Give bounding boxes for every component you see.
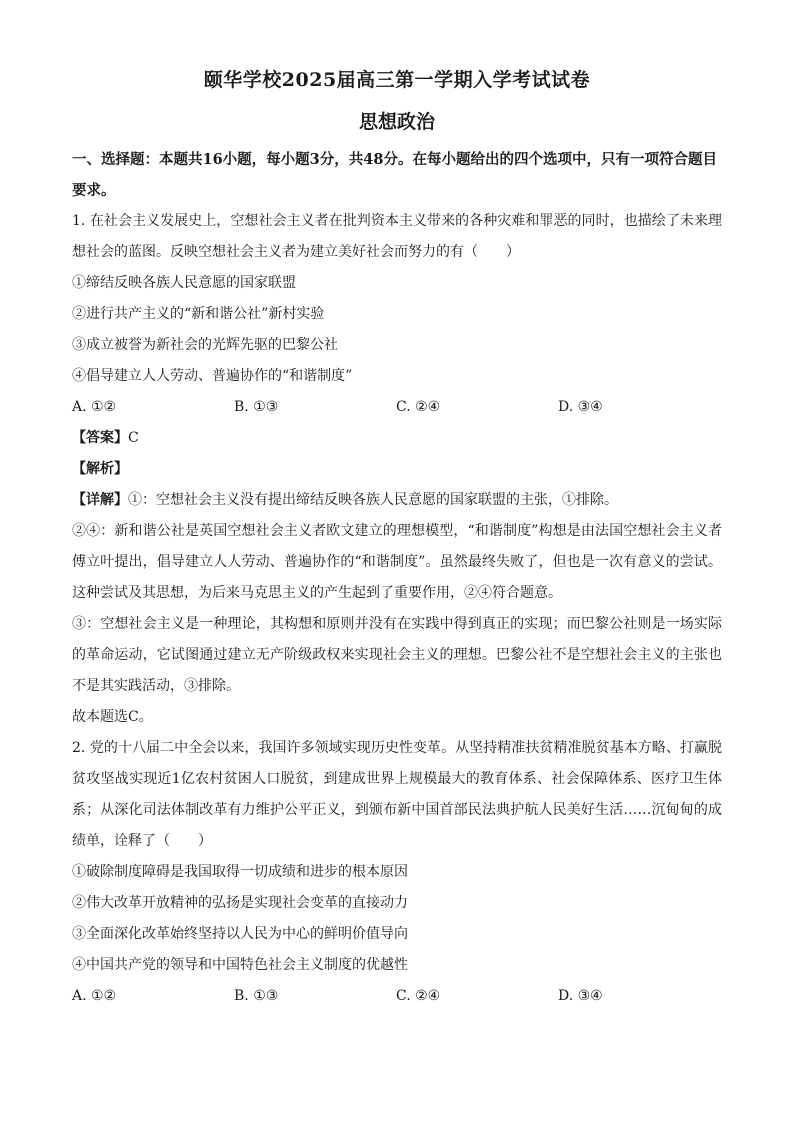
answer-value: C (128, 430, 139, 446)
q1-options (72, 392, 722, 423)
q1-stem: 1. 在社会主义发展史上，空想社会主义者在批判资本主义带来的各种灾难和罪恶的同时，也描绘了未来理想社会的蓝图。反映空想社会主义者为建立美好社会而努力的有（ ） (72, 213, 722, 260)
q2-option-b: B. ①③ (234, 988, 279, 1004)
answer-tag: 【答案】 (72, 430, 128, 446)
q1-item-4: ④倡导建立人人劳动、普遍协作的“和谐制度” (72, 368, 353, 384)
q1-item-1: ①缔结反映各族人民意愿的国家联盟 (72, 275, 296, 291)
subject-title: 思想政治 (358, 111, 435, 133)
q2-item-3: ③全面深化改革始终坚持以人民为中心的鲜明价值导向 (72, 926, 408, 942)
q1-option-d: D. ③④ (558, 399, 603, 415)
q1-detail-2: ②④：新和谐公社是英国空想社会主义者欧文建立的理想模型，“和谐制度”构想是由法国空想社会主义者傅立叶提出，倡导建立人人劳动、普遍协作的“和谐制度”。虽然最终失败了，但也是一次有意义的尝试。这种尝试及其思想，为后来马克思主义的产生起到了重要作用，②④符合题意。 (72, 523, 722, 601)
detail-tag: 【详解】 (72, 492, 128, 508)
q1-detail-1 (72, 485, 722, 516)
detail-1-text: ①：空想社会主义没有提出缔结反映各族人民意愿的国家联盟的主张，①排除。 (128, 492, 618, 508)
exam-title: 颐华学校2025届高三第一学期入学考试试卷 (203, 69, 591, 91)
q2-option-c: C. ②④ (396, 988, 441, 1004)
exam-page (72, 66, 722, 1012)
q2-option-a: A. ①② (72, 988, 117, 1004)
q1-option-c: C. ②④ (396, 399, 441, 415)
q2-options (72, 981, 722, 1012)
section-heading: 一、选择题：本题共16小题，每小题3分，共48分。在每小题给出的四个选项中，只有一项符合题目要求。 (72, 151, 717, 199)
q1-item-2: ②进行共产主义的“新和谐公社”新村实验 (72, 306, 325, 322)
analysis-tag: 【解析】 (72, 461, 128, 477)
q1-answer (72, 423, 722, 454)
q2-item-2: ②伟大改革开放精神的弘扬是实现社会变革的直接动力 (72, 895, 408, 911)
q2-item-1: ①破除制度障碍是我国取得一切成绩和进步的根本原因 (72, 864, 408, 880)
q1-item-3: ③成立被誉为新社会的光辉先驱的巴黎公社 (72, 337, 338, 353)
q1-option-b: B. ①③ (234, 399, 279, 415)
q2-stem: 2. 党的十八届二中全会以来，我国许多领域实现历史性变革。从坚持精准扶贫精准脱贫基本方略、打赢脱贫攻坚战实现近1亿农村贫困人口脱贫，到建成世界上规模最大的教育体系、社会保障体系、医疗卫生体系；从深化司法体制改革有力维护公平正义，到颁布新中国首部民法典护航人民美好生活……沉甸甸的成绩单，诠释了（ ） (72, 740, 722, 849)
q2-option-d: D. ③④ (558, 988, 603, 1004)
q2-item-4: ④中国共产党的领导和中国特色社会主义制度的优越性 (72, 957, 408, 973)
q1-detail-3: ③：空想社会主义是一种理论，其构想和原则并没有在实践中得到真正的实现；而巴黎公社则是一场实际的革命运动，它试图通过建立无产阶级政权来实现社会主义的理想。巴黎公社不是空想社会主义的主张也不是其实践活动，③排除。 (72, 616, 722, 694)
q1-analysis (72, 454, 722, 485)
q1-conclusion: 故本题选C。 (72, 709, 153, 725)
q1-option-a: A. ①② (72, 399, 117, 415)
